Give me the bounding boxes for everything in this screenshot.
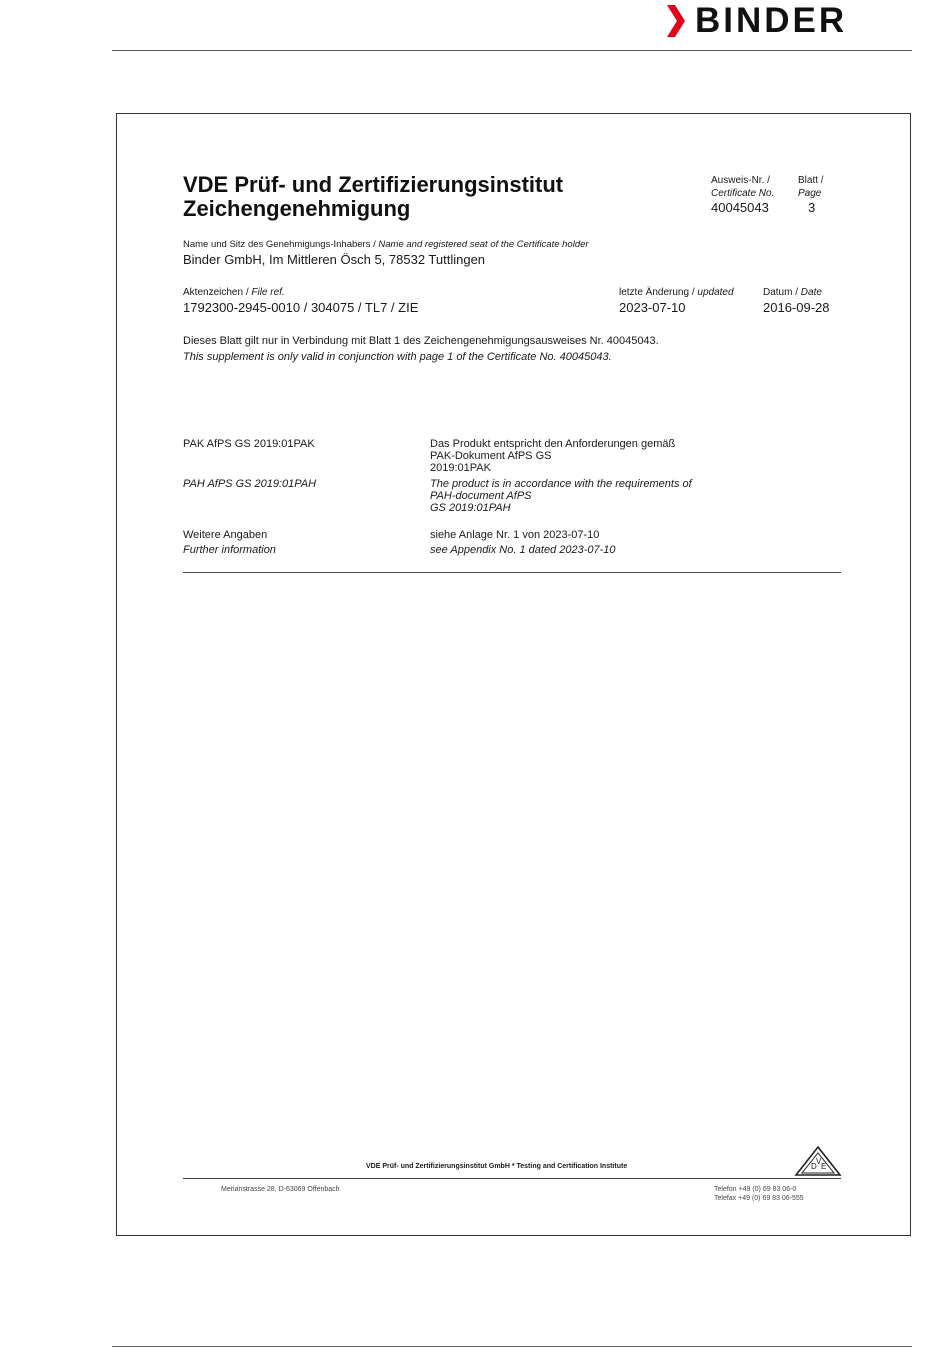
row-label-pak bbox=[183, 438, 316, 490]
holder-label bbox=[183, 238, 589, 251]
header-divider bbox=[112, 50, 912, 51]
cert-no-value: 40045043 bbox=[711, 200, 769, 215]
validity-note-en: This supplement is only valid in conjunction with page 1 of the Certificate No. 40045043. bbox=[183, 351, 612, 363]
row-value-de-line: siehe Anlage Nr. 1 von 2023-07-10 bbox=[430, 529, 600, 541]
vde-mark-icon bbox=[794, 1145, 842, 1179]
row-value-de-line: PAK-Dokument AfPS GS bbox=[430, 450, 552, 462]
cert-no-label-en: Certificate No. bbox=[711, 188, 775, 199]
file-ref-value: 1792300-2945-0010 / 304075 / TL7 / ZIE bbox=[183, 300, 419, 315]
row-value-en-line: GS 2019:01PAH bbox=[430, 502, 511, 514]
updated-label-en: updated bbox=[697, 287, 734, 298]
seal-letter-v: V bbox=[816, 1157, 822, 1166]
row-value-pak bbox=[430, 438, 692, 514]
updated-value: 2023-07-10 bbox=[619, 300, 686, 315]
file-ref-label bbox=[183, 286, 285, 299]
page-label-en: Page bbox=[798, 188, 822, 199]
certificate-page bbox=[116, 113, 911, 1236]
content-divider bbox=[183, 572, 841, 573]
footer-divider bbox=[183, 1178, 841, 1179]
footer-institute: VDE Prüf- und Zertifizierungsinstitut GmbH * Testing and Certification Institute bbox=[366, 1163, 628, 1170]
title-line-1: VDE Prüf- und Zertifizierungsinstitut bbox=[183, 172, 564, 197]
page-footer-divider bbox=[112, 1346, 912, 1347]
brand-name: BINDER bbox=[695, 1, 848, 40]
validity-note-de: Dieses Blatt gilt nur in Verbindung mit Blatt 1 des Zeichengenehmigungsausweises Nr. 40045043. bbox=[183, 335, 659, 347]
cert-no-label-de: Ausweis-Nr. / bbox=[711, 175, 770, 186]
holder-label-en: Name and registered seat of the Certificate holder bbox=[378, 239, 589, 250]
date-label-en: Date bbox=[800, 287, 822, 298]
row-value-en-line: The product is in accordance with the requirements of bbox=[430, 478, 692, 490]
file-ref-label-de: Aktenzeichen / bbox=[183, 287, 252, 298]
footer-contact bbox=[714, 1185, 804, 1203]
row-label-de: Weitere Angaben bbox=[183, 529, 268, 541]
date-label bbox=[763, 286, 822, 299]
binder-logo bbox=[665, 3, 847, 39]
page-label bbox=[798, 174, 824, 200]
row-label-en: PAH AfPS GS 2019:01PAH bbox=[183, 478, 317, 490]
page-number: 3 bbox=[808, 200, 816, 215]
validity-note bbox=[183, 333, 659, 365]
file-ref-label-en: File ref. bbox=[251, 287, 285, 298]
holder-value: Binder GmbH, Im Mittleren Ösch 5, 78532 Tuttlingen bbox=[183, 252, 486, 267]
row-label-de: PAK AfPS GS 2019:01PAK bbox=[183, 438, 315, 450]
page-label-de: Blatt / bbox=[798, 175, 824, 186]
date-value: 2016-09-28 bbox=[763, 300, 830, 315]
cert-no-label bbox=[711, 174, 774, 200]
row-value-de-line: Das Produkt entspricht den Anforderungen gemäß bbox=[430, 438, 676, 450]
row-value-de-line: 2019:01PAK bbox=[430, 462, 491, 474]
row-label-en: Further information bbox=[183, 544, 276, 556]
updated-label bbox=[619, 286, 734, 299]
seal-letter-e: E bbox=[821, 1162, 827, 1171]
row-value-further bbox=[430, 528, 616, 558]
row-value-en-line: PAH-document AfPS bbox=[430, 490, 532, 502]
date-label-de: Datum / bbox=[763, 287, 801, 298]
seal-letter-d: D bbox=[811, 1162, 817, 1171]
updated-label-de: letzte Änderung / bbox=[619, 287, 698, 298]
footer-address: Merianstrasse 28, D-63069 Offenbach bbox=[221, 1186, 340, 1193]
binder-arrow-icon bbox=[665, 3, 687, 39]
row-label-further bbox=[183, 528, 276, 558]
certificate-title bbox=[183, 173, 563, 221]
footer-phone: Telefon +49 (0) 69 83 06-0 bbox=[714, 1186, 797, 1193]
footer-fax: Telefax +49 (0) 69 83 06-555 bbox=[714, 1195, 804, 1202]
row-value-en-line: see Appendix No. 1 dated 2023-07-10 bbox=[430, 544, 616, 556]
title-line-2: Zeichengenehmigung bbox=[183, 196, 411, 221]
holder-label-de: Name und Sitz des Genehmigungs-Inhabers / bbox=[183, 239, 379, 250]
